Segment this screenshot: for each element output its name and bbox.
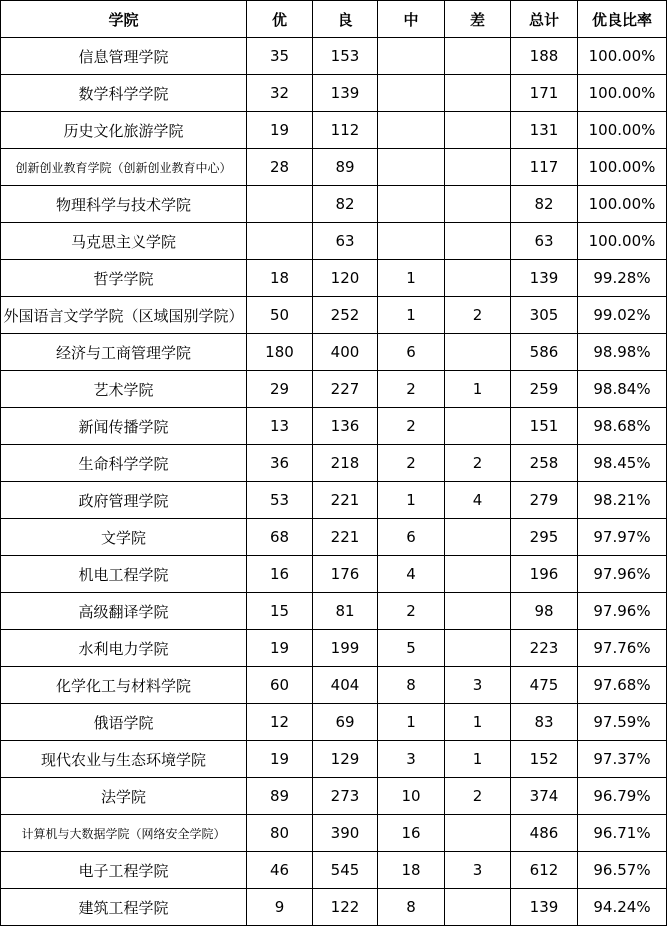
medium-cell: 1 bbox=[378, 482, 445, 519]
table-row bbox=[1, 630, 667, 667]
table-row bbox=[1, 889, 667, 926]
rate-cell: 99.28% bbox=[578, 260, 667, 297]
good-cell: 69 bbox=[313, 704, 378, 741]
rate-cell: 94.24% bbox=[578, 889, 667, 926]
medium-cell: 6 bbox=[378, 519, 445, 556]
table-row bbox=[1, 593, 667, 630]
rate-cell: 98.84% bbox=[578, 371, 667, 408]
college-cell: 创新创业教育学院（创新创业教育中心） bbox=[1, 149, 247, 186]
college-cell: 艺术学院 bbox=[1, 371, 247, 408]
medium-cell bbox=[378, 112, 445, 149]
good-cell: 390 bbox=[313, 815, 378, 852]
excellent-cell: 12 bbox=[247, 704, 313, 741]
header-row bbox=[1, 1, 667, 38]
good-cell: 252 bbox=[313, 297, 378, 334]
table-row bbox=[1, 38, 667, 75]
total-cell: 475 bbox=[511, 667, 578, 704]
good-cell: 545 bbox=[313, 852, 378, 889]
college-cell: 数学科学学院 bbox=[1, 75, 247, 112]
rate-cell: 98.21% bbox=[578, 482, 667, 519]
poor-cell: 1 bbox=[445, 704, 511, 741]
excellent-cell: 19 bbox=[247, 741, 313, 778]
poor-cell bbox=[445, 223, 511, 260]
excellent-cell: 180 bbox=[247, 334, 313, 371]
total-cell: 374 bbox=[511, 778, 578, 815]
good-cell: 199 bbox=[313, 630, 378, 667]
excellent-cell: 19 bbox=[247, 630, 313, 667]
excellent-cell: 19 bbox=[247, 112, 313, 149]
total-cell: 486 bbox=[511, 815, 578, 852]
medium-cell bbox=[378, 149, 445, 186]
medium-cell: 3 bbox=[378, 741, 445, 778]
poor-cell bbox=[445, 630, 511, 667]
college-cell: 政府管理学院 bbox=[1, 482, 247, 519]
header-total: 总计 bbox=[511, 1, 578, 38]
excellent-cell: 13 bbox=[247, 408, 313, 445]
medium-cell: 1 bbox=[378, 297, 445, 334]
excellent-cell: 80 bbox=[247, 815, 313, 852]
excellent-cell: 35 bbox=[247, 38, 313, 75]
excellent-cell bbox=[247, 223, 313, 260]
college-cell: 信息管理学院 bbox=[1, 38, 247, 75]
college-cell: 物理科学与技术学院 bbox=[1, 186, 247, 223]
excellent-cell: 32 bbox=[247, 75, 313, 112]
table-row bbox=[1, 815, 667, 852]
poor-cell bbox=[445, 112, 511, 149]
college-cell: 生命科学学院 bbox=[1, 445, 247, 482]
good-cell: 89 bbox=[313, 149, 378, 186]
total-cell: 279 bbox=[511, 482, 578, 519]
total-cell: 139 bbox=[511, 889, 578, 926]
table-row bbox=[1, 186, 667, 223]
rate-cell: 96.57% bbox=[578, 852, 667, 889]
college-cell: 历史文化旅游学院 bbox=[1, 112, 247, 149]
rate-cell: 99.02% bbox=[578, 297, 667, 334]
medium-cell: 2 bbox=[378, 371, 445, 408]
poor-cell bbox=[445, 75, 511, 112]
college-cell: 经济与工商管理学院 bbox=[1, 334, 247, 371]
medium-cell bbox=[378, 223, 445, 260]
rate-cell: 100.00% bbox=[578, 75, 667, 112]
rate-cell: 97.37% bbox=[578, 741, 667, 778]
rate-cell: 97.96% bbox=[578, 556, 667, 593]
table-row bbox=[1, 852, 667, 889]
header-college: 学院 bbox=[1, 1, 247, 38]
rate-cell: 96.79% bbox=[578, 778, 667, 815]
poor-cell: 1 bbox=[445, 371, 511, 408]
table-row bbox=[1, 556, 667, 593]
poor-cell: 1 bbox=[445, 741, 511, 778]
poor-cell: 2 bbox=[445, 778, 511, 815]
poor-cell bbox=[445, 556, 511, 593]
rate-cell: 98.98% bbox=[578, 334, 667, 371]
good-cell: 139 bbox=[313, 75, 378, 112]
good-cell: 129 bbox=[313, 741, 378, 778]
total-cell: 117 bbox=[511, 149, 578, 186]
excellent-cell: 16 bbox=[247, 556, 313, 593]
rate-cell: 100.00% bbox=[578, 149, 667, 186]
total-cell: 259 bbox=[511, 371, 578, 408]
table-row bbox=[1, 112, 667, 149]
table-row bbox=[1, 371, 667, 408]
rate-cell: 100.00% bbox=[578, 38, 667, 75]
header-excellent: 优 bbox=[247, 1, 313, 38]
poor-cell: 3 bbox=[445, 852, 511, 889]
poor-cell: 2 bbox=[445, 445, 511, 482]
medium-cell: 4 bbox=[378, 556, 445, 593]
excellent-cell: 60 bbox=[247, 667, 313, 704]
college-cell: 建筑工程学院 bbox=[1, 889, 247, 926]
total-cell: 98 bbox=[511, 593, 578, 630]
total-cell: 295 bbox=[511, 519, 578, 556]
total-cell: 131 bbox=[511, 112, 578, 149]
table-row bbox=[1, 519, 667, 556]
rate-cell: 98.45% bbox=[578, 445, 667, 482]
poor-cell: 4 bbox=[445, 482, 511, 519]
medium-cell: 10 bbox=[378, 778, 445, 815]
table-row bbox=[1, 704, 667, 741]
college-cell: 俄语学院 bbox=[1, 704, 247, 741]
header-rate: 优良比率 bbox=[578, 1, 667, 38]
good-cell: 273 bbox=[313, 778, 378, 815]
medium-cell: 5 bbox=[378, 630, 445, 667]
table-row bbox=[1, 297, 667, 334]
good-cell: 404 bbox=[313, 667, 378, 704]
table-row bbox=[1, 741, 667, 778]
excellent-cell: 50 bbox=[247, 297, 313, 334]
good-cell: 81 bbox=[313, 593, 378, 630]
good-cell: 122 bbox=[313, 889, 378, 926]
good-cell: 400 bbox=[313, 334, 378, 371]
total-cell: 223 bbox=[511, 630, 578, 667]
good-cell: 218 bbox=[313, 445, 378, 482]
excellent-cell: 46 bbox=[247, 852, 313, 889]
good-cell: 227 bbox=[313, 371, 378, 408]
good-cell: 221 bbox=[313, 482, 378, 519]
college-cell: 新闻传播学院 bbox=[1, 408, 247, 445]
good-cell: 120 bbox=[313, 260, 378, 297]
header-good: 良 bbox=[313, 1, 378, 38]
total-cell: 171 bbox=[511, 75, 578, 112]
total-cell: 82 bbox=[511, 186, 578, 223]
rate-cell: 97.59% bbox=[578, 704, 667, 741]
poor-cell bbox=[445, 149, 511, 186]
medium-cell: 1 bbox=[378, 260, 445, 297]
college-cell: 法学院 bbox=[1, 778, 247, 815]
total-cell: 305 bbox=[511, 297, 578, 334]
total-cell: 83 bbox=[511, 704, 578, 741]
rate-cell: 97.68% bbox=[578, 667, 667, 704]
medium-cell: 8 bbox=[378, 667, 445, 704]
medium-cell bbox=[378, 75, 445, 112]
rate-cell: 98.68% bbox=[578, 408, 667, 445]
excellent-cell: 28 bbox=[247, 149, 313, 186]
college-cell: 水利电力学院 bbox=[1, 630, 247, 667]
medium-cell bbox=[378, 186, 445, 223]
medium-cell: 1 bbox=[378, 704, 445, 741]
good-cell: 82 bbox=[313, 186, 378, 223]
medium-cell: 2 bbox=[378, 408, 445, 445]
header-medium: 中 bbox=[378, 1, 445, 38]
table-row bbox=[1, 408, 667, 445]
medium-cell: 6 bbox=[378, 334, 445, 371]
medium-cell bbox=[378, 38, 445, 75]
total-cell: 151 bbox=[511, 408, 578, 445]
college-cell: 化学化工与材料学院 bbox=[1, 667, 247, 704]
table-row bbox=[1, 260, 667, 297]
college-cell: 文学院 bbox=[1, 519, 247, 556]
total-cell: 586 bbox=[511, 334, 578, 371]
poor-cell bbox=[445, 408, 511, 445]
table-row bbox=[1, 223, 667, 260]
good-cell: 153 bbox=[313, 38, 378, 75]
total-cell: 612 bbox=[511, 852, 578, 889]
table-row bbox=[1, 667, 667, 704]
header-poor: 差 bbox=[445, 1, 511, 38]
college-cell: 马克思主义学院 bbox=[1, 223, 247, 260]
excellent-cell: 89 bbox=[247, 778, 313, 815]
total-cell: 188 bbox=[511, 38, 578, 75]
medium-cell: 2 bbox=[378, 593, 445, 630]
poor-cell bbox=[445, 334, 511, 371]
poor-cell bbox=[445, 815, 511, 852]
good-cell: 112 bbox=[313, 112, 378, 149]
good-cell: 176 bbox=[313, 556, 378, 593]
poor-cell: 2 bbox=[445, 297, 511, 334]
table-row bbox=[1, 778, 667, 815]
college-cell: 哲学学院 bbox=[1, 260, 247, 297]
excellent-cell: 29 bbox=[247, 371, 313, 408]
excellent-cell: 36 bbox=[247, 445, 313, 482]
excellent-cell: 9 bbox=[247, 889, 313, 926]
total-cell: 63 bbox=[511, 223, 578, 260]
poor-cell bbox=[445, 889, 511, 926]
excellent-cell: 18 bbox=[247, 260, 313, 297]
college-cell: 高级翻译学院 bbox=[1, 593, 247, 630]
rate-cell: 97.96% bbox=[578, 593, 667, 630]
table-row bbox=[1, 334, 667, 371]
table-row bbox=[1, 149, 667, 186]
rate-cell: 100.00% bbox=[578, 223, 667, 260]
medium-cell: 2 bbox=[378, 445, 445, 482]
poor-cell bbox=[445, 593, 511, 630]
poor-cell bbox=[445, 38, 511, 75]
college-cell: 机电工程学院 bbox=[1, 556, 247, 593]
good-cell: 136 bbox=[313, 408, 378, 445]
excellent-cell bbox=[247, 186, 313, 223]
excellent-cell: 53 bbox=[247, 482, 313, 519]
total-cell: 196 bbox=[511, 556, 578, 593]
poor-cell bbox=[445, 260, 511, 297]
poor-cell bbox=[445, 186, 511, 223]
college-cell: 电子工程学院 bbox=[1, 852, 247, 889]
rate-cell: 100.00% bbox=[578, 112, 667, 149]
medium-cell: 16 bbox=[378, 815, 445, 852]
poor-cell bbox=[445, 519, 511, 556]
rate-cell: 100.00% bbox=[578, 186, 667, 223]
rate-cell: 97.97% bbox=[578, 519, 667, 556]
table-row bbox=[1, 482, 667, 519]
table-row bbox=[1, 445, 667, 482]
rate-cell: 96.71% bbox=[578, 815, 667, 852]
college-cell: 现代农业与生态环境学院 bbox=[1, 741, 247, 778]
total-cell: 258 bbox=[511, 445, 578, 482]
good-cell: 63 bbox=[313, 223, 378, 260]
total-cell: 152 bbox=[511, 741, 578, 778]
college-cell: 计算机与大数据学院（网络安全学院） bbox=[1, 815, 247, 852]
rate-cell: 97.76% bbox=[578, 630, 667, 667]
medium-cell: 8 bbox=[378, 889, 445, 926]
poor-cell: 3 bbox=[445, 667, 511, 704]
total-cell: 139 bbox=[511, 260, 578, 297]
medium-cell: 18 bbox=[378, 852, 445, 889]
table-row bbox=[1, 75, 667, 112]
table-body bbox=[1, 38, 667, 926]
excellent-cell: 15 bbox=[247, 593, 313, 630]
college-cell: 外国语言文学学院（区域国别学院） bbox=[1, 297, 247, 334]
excellent-cell: 68 bbox=[247, 519, 313, 556]
good-cell: 221 bbox=[313, 519, 378, 556]
